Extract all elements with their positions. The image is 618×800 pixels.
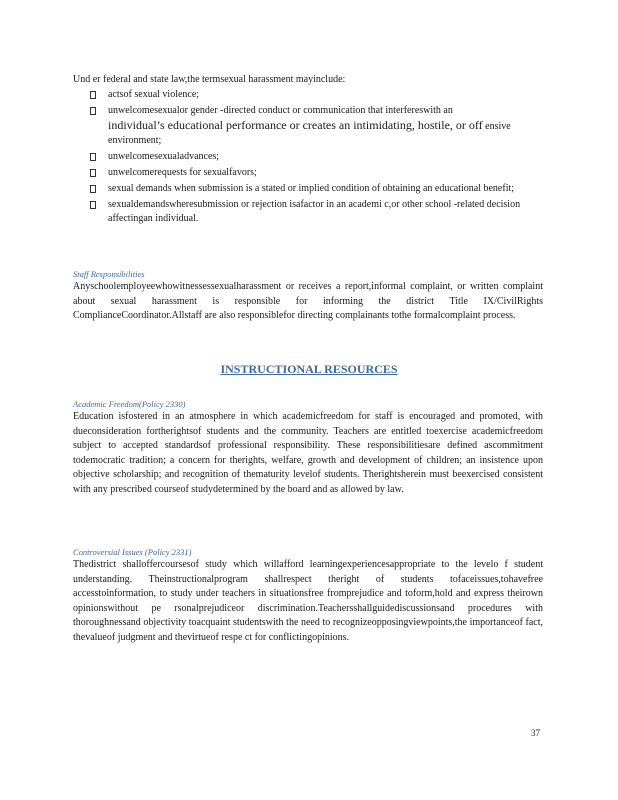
controversial-heading: Controversial Issues (Policy 2331)	[73, 547, 192, 557]
academic-freedom-section	[73, 398, 543, 498]
controversial-issues-section	[73, 546, 543, 646]
page-number: 37	[531, 728, 540, 738]
section-title: INSTRUCTIONAL RESOURCES	[220, 362, 398, 376]
checkbox-bullet-icon	[90, 91, 96, 99]
list-item: unwelcomerequests for sexualfavors;	[90, 166, 548, 180]
harassment-list	[90, 88, 548, 228]
checkbox-bullet-icon	[90, 201, 96, 209]
controversial-text: Thedistrict shalloffercoursesof study which willafford learningexperiencesappropriate to the levelo f student understanding. Theinstructionalprogram shallrespect theright of students tofaceissues,tohavefree accesstoinformation, to study under teachers in situationsfree fromprejudice and toform,hold and express theirown opinionswithout pe rsonalprejudiceor discrimination.Teachersshallguidediscussionsand procedures with thoroughnessand objectivity toacquaint studentswith the need to recognizeopposingviewpoints,the importanceof fact, thevalueof judgment and thevirtueof respe ct for conflictingopinions.	[73, 559, 543, 643]
academic-text: Education isfostered in an atmosphere in which academicfreedom for staff is encouraged and promoted, with dueconsideration fortherightsof students and the community. Teachers are entitled toexercise academicfreedom subject to accepted standardsof professional responsibility. These responsibilitiesare defined ascommitment todemocratic tradition; a concern for therights, welfare, growth and development of children; an insistence upon objective scholarship; and recognition of thematurity levelof students. Therightsherein must beexercised consistent with any prescribed courseof studydetermined by the board and as allowed by law.	[73, 411, 543, 495]
list-item: unwelcomesexualor gender -directed conduct or communication that interfereswith an individual’s educational performance or creates an intimidating, hostile, or off ensive environment;	[90, 104, 548, 148]
list-item: sexualdemandswheresubmission or rejection isafactor in an academi c,or other school -related decision affectingan individual.	[90, 198, 548, 226]
list-item: actsof sexual violence;	[90, 88, 548, 102]
academic-heading: Academic Freedom(Policy 2330)	[73, 399, 186, 409]
checkbox-bullet-icon	[90, 153, 96, 161]
intro-text: Und er federal and state law,the termsexual harassment mayinclude:	[73, 74, 346, 85]
checkbox-bullet-icon	[90, 107, 96, 115]
list-item: unwelcomesexualadvances;	[90, 150, 548, 164]
checkbox-bullet-icon	[90, 185, 96, 193]
staff-heading: Staff Responsibilities	[73, 269, 145, 279]
staff-text: Anyschoolemployeewhowitnessessexualharassment or receives a report,informal complaint, or written complaint about sexual harassment is responsible for informing the district Title IX/CivilRights ComplianceCoordinator.Allstaff are also responsiblefor directing complainants tothe formalcomplaint process.	[73, 281, 543, 322]
checkbox-bullet-icon	[90, 169, 96, 177]
list-item: sexual demands when submission is a stated or implied condition of obtaining an educational benefit;	[90, 182, 548, 196]
staff-responsibilities-section	[73, 268, 543, 324]
